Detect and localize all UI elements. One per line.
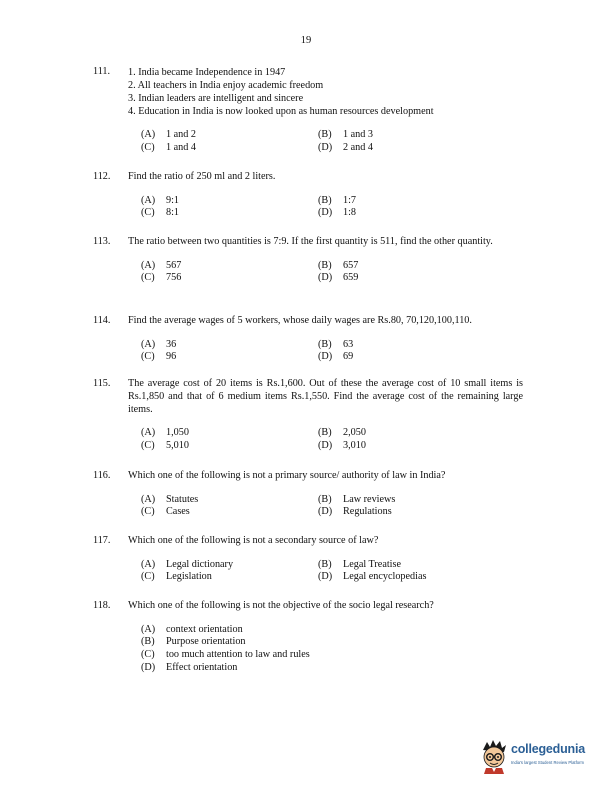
option-b: [318, 494, 468, 507]
option-label: (A): [141, 259, 156, 271]
question-111: [93, 66, 523, 154]
question-text: Find the average wages of 5 workers, whose daily wages are Rs.80, 70,120,100,110.: [128, 315, 472, 326]
option-label: (A): [141, 194, 156, 206]
option-a: [141, 427, 318, 440]
question-number: 111.: [93, 66, 111, 77]
option-text: 1,050: [166, 427, 189, 439]
option-label: (C): [141, 207, 155, 219]
option-label: (B): [318, 427, 332, 439]
option-c: [141, 649, 481, 662]
option-label: (A): [141, 129, 156, 140]
collegedunia-logo: [478, 738, 608, 778]
option-text: 1:7: [343, 194, 357, 206]
option-a: [141, 195, 318, 208]
option-text: 9:1: [166, 194, 180, 206]
statement: 4. Education in India is now looked upon as human resources development: [128, 106, 434, 117]
question-text: Which one of the following is not the objective of the socio legal research?: [128, 600, 434, 611]
options-list: [141, 624, 523, 674]
question-text: Which one of the following is not a secondary source of law?: [128, 535, 379, 546]
question-118: [93, 600, 523, 674]
question-text: The ratio between two quantities is 7:9. If the first quantity is 511, find the other quantity.: [128, 236, 493, 247]
student-mascot-icon: [478, 738, 510, 774]
option-label: (D): [318, 571, 333, 583]
options-grid: [141, 260, 523, 285]
option-text: Legal encyclopedias: [343, 571, 427, 583]
option-text: 1:8: [343, 207, 357, 219]
option-text: 1 and 3: [343, 129, 373, 140]
options-grid: [141, 339, 523, 364]
option-c: [141, 440, 318, 453]
option-label: (D): [318, 439, 333, 451]
option-b: [318, 195, 468, 208]
option-label: (B): [318, 194, 332, 206]
question-number: 115.: [93, 378, 111, 389]
option-a: [141, 129, 318, 142]
option-b: [318, 129, 468, 142]
option-text: 96: [166, 351, 177, 363]
logo-wordmark: collegedunia: [511, 742, 586, 756]
option-text: Legal Treatise: [343, 558, 402, 570]
option-label: (A): [141, 623, 156, 635]
option-text: context orientation: [166, 623, 243, 635]
option-label: (D): [318, 506, 333, 518]
options-grid: [141, 195, 523, 220]
option-d: [318, 440, 468, 453]
option-label: (B): [318, 338, 332, 350]
options-grid: [141, 494, 523, 519]
options-grid: [141, 427, 523, 452]
option-text: 2 and 4: [343, 141, 373, 153]
page-number: 19: [300, 35, 312, 46]
logo-tagline: India's largest Student Review Platform: [511, 760, 584, 765]
option-text: Cases: [166, 506, 190, 518]
option-text: 657: [343, 259, 359, 271]
question-text: Which one of the following is not a primary source/ authority of law in India?: [128, 470, 446, 481]
option-label: (B): [318, 259, 332, 271]
option-label: (C): [141, 141, 155, 153]
question-number: 117.: [93, 535, 111, 546]
option-c: [141, 272, 318, 285]
option-d: [318, 571, 468, 584]
option-text: Effect orientation: [166, 661, 238, 673]
option-c: [141, 506, 318, 519]
option-text: 5,010: [166, 439, 189, 451]
question-115: [93, 378, 523, 452]
option-label: (B): [318, 493, 332, 505]
option-label: (D): [318, 272, 333, 284]
option-d: [318, 272, 468, 285]
option-text: 8:1: [166, 207, 180, 219]
question-number: 116.: [93, 470, 111, 481]
option-text: Purpose orientation: [166, 636, 246, 648]
option-label: (C): [141, 648, 155, 660]
option-d: [318, 207, 468, 220]
option-a: [141, 339, 318, 352]
option-a: [141, 260, 318, 273]
question-number: 114.: [93, 315, 111, 326]
option-text: 567: [166, 259, 182, 271]
question-number: 118.: [93, 600, 111, 611]
option-b: [318, 339, 468, 352]
question-114: [93, 315, 523, 364]
option-text: Regulations: [343, 506, 392, 518]
option-a: [141, 624, 481, 637]
option-d: [318, 506, 468, 519]
options-grid: [141, 559, 523, 584]
question-112: [93, 171, 523, 220]
question-number: 113.: [93, 236, 111, 247]
statement: 1. India became Independence in 1947: [128, 67, 286, 78]
options-grid: [141, 129, 523, 154]
option-text: Legislation: [166, 571, 212, 583]
option-text: too much attention to law and rules: [166, 648, 310, 660]
option-text: 36: [166, 338, 177, 350]
option-b: [318, 559, 468, 572]
option-d: [318, 351, 468, 364]
option-text: 69: [343, 351, 354, 363]
question-117: [93, 535, 523, 584]
option-a: [141, 559, 318, 572]
question-text: Find the ratio of 250 ml and 2 liters.: [128, 171, 276, 182]
option-text: 1 and 2: [166, 129, 196, 140]
option-label: (C): [141, 571, 155, 583]
option-label: (D): [141, 661, 156, 673]
option-text: 3,010: [343, 439, 366, 451]
option-d: [141, 662, 481, 675]
option-text: Statutes: [166, 493, 199, 505]
statement: 2. All teachers in India enjoy academic freedom: [128, 80, 324, 91]
option-a: [141, 494, 318, 507]
option-b: [318, 260, 468, 273]
option-c: [141, 571, 318, 584]
option-label: (C): [141, 439, 155, 451]
question-text: The average cost of 20 items is Rs.1,600. Out of these the average cost of 10 small items is Rs.1,850 and that of 6 medium items Rs.1,550. Find the average cost of the remaining large items.: [128, 378, 523, 415]
option-label: (A): [141, 493, 156, 505]
option-text: 2,050: [343, 427, 366, 439]
option-label: (D): [318, 351, 333, 363]
option-text: Law reviews: [343, 493, 396, 505]
question-number: 112.: [93, 171, 111, 182]
statement: 3. Indian leaders are intelligent and sincere: [128, 93, 304, 104]
option-text: 659: [343, 272, 359, 284]
option-b: [318, 427, 468, 440]
option-label: (A): [141, 338, 156, 350]
option-label: (A): [141, 427, 156, 439]
option-label: (B): [318, 558, 332, 570]
option-label: (B): [141, 636, 155, 648]
option-text: 756: [166, 272, 182, 284]
option-text: Legal dictionary: [166, 558, 234, 570]
option-label: (B): [318, 129, 332, 140]
option-d: [318, 142, 468, 155]
option-label: (C): [141, 272, 155, 284]
option-c: [141, 351, 318, 364]
option-text: 63: [343, 338, 354, 350]
option-label: (C): [141, 351, 155, 363]
option-c: [141, 142, 318, 155]
option-label: (D): [318, 207, 333, 219]
question-113: [93, 236, 523, 285]
option-text: 1 and 4: [166, 141, 196, 153]
option-label: (D): [318, 141, 333, 153]
option-c: [141, 207, 318, 220]
option-label: (A): [141, 558, 156, 570]
question-116: [93, 470, 523, 519]
statement-list: [128, 66, 523, 118]
option-b: [141, 636, 481, 649]
option-label: (C): [141, 506, 155, 518]
